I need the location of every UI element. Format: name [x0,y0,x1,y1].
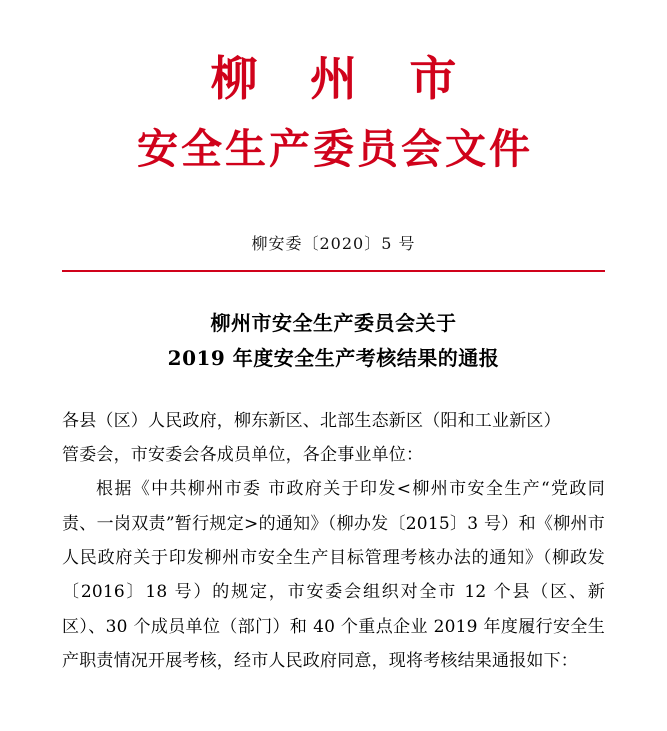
masthead-title-line2: 安全生产委员会文件 [137,125,533,174]
document-number: 柳安委〔2020〕5 号 [251,233,416,253]
document-title [62,306,605,376]
document-title-line2: 2019 年度安全生产考核结果的通报 [167,345,500,370]
body-paragraph-1: 根据《中共柳州市委 市政府关于印发<柳州市安全生产“党政同责、一岗双责”暂行规定>的通知》（柳办发〔2015〕3 号）和《柳州市人民政府关于印发柳州市安全生产目标管理考核办法的通知》（柳政发〔2016〕18 号）的规定，市安委会组织对全市 12 个县（区、新区）、30 个成员单位（部门）和 40 个重点企业 2019 年度履行安全生产职责情况开展考核，经市人民政府同意，现将考核结果通报如下： [62,479,605,671]
document-title-line1: 柳州市安全生产委员会关于 [210,310,457,335]
salutation-line1: 各县（区）人民政府，柳东新区、北部生态新区（阳和工业新区） [62,410,561,431]
red-divider-rule [62,270,605,272]
masthead [62,0,605,175]
document-body [62,404,605,679]
masthead-title-line1: 柳 州 市 [210,52,475,107]
salutation-line2: 管委会，市安委会各成员单位，各企事业单位： [62,444,424,465]
